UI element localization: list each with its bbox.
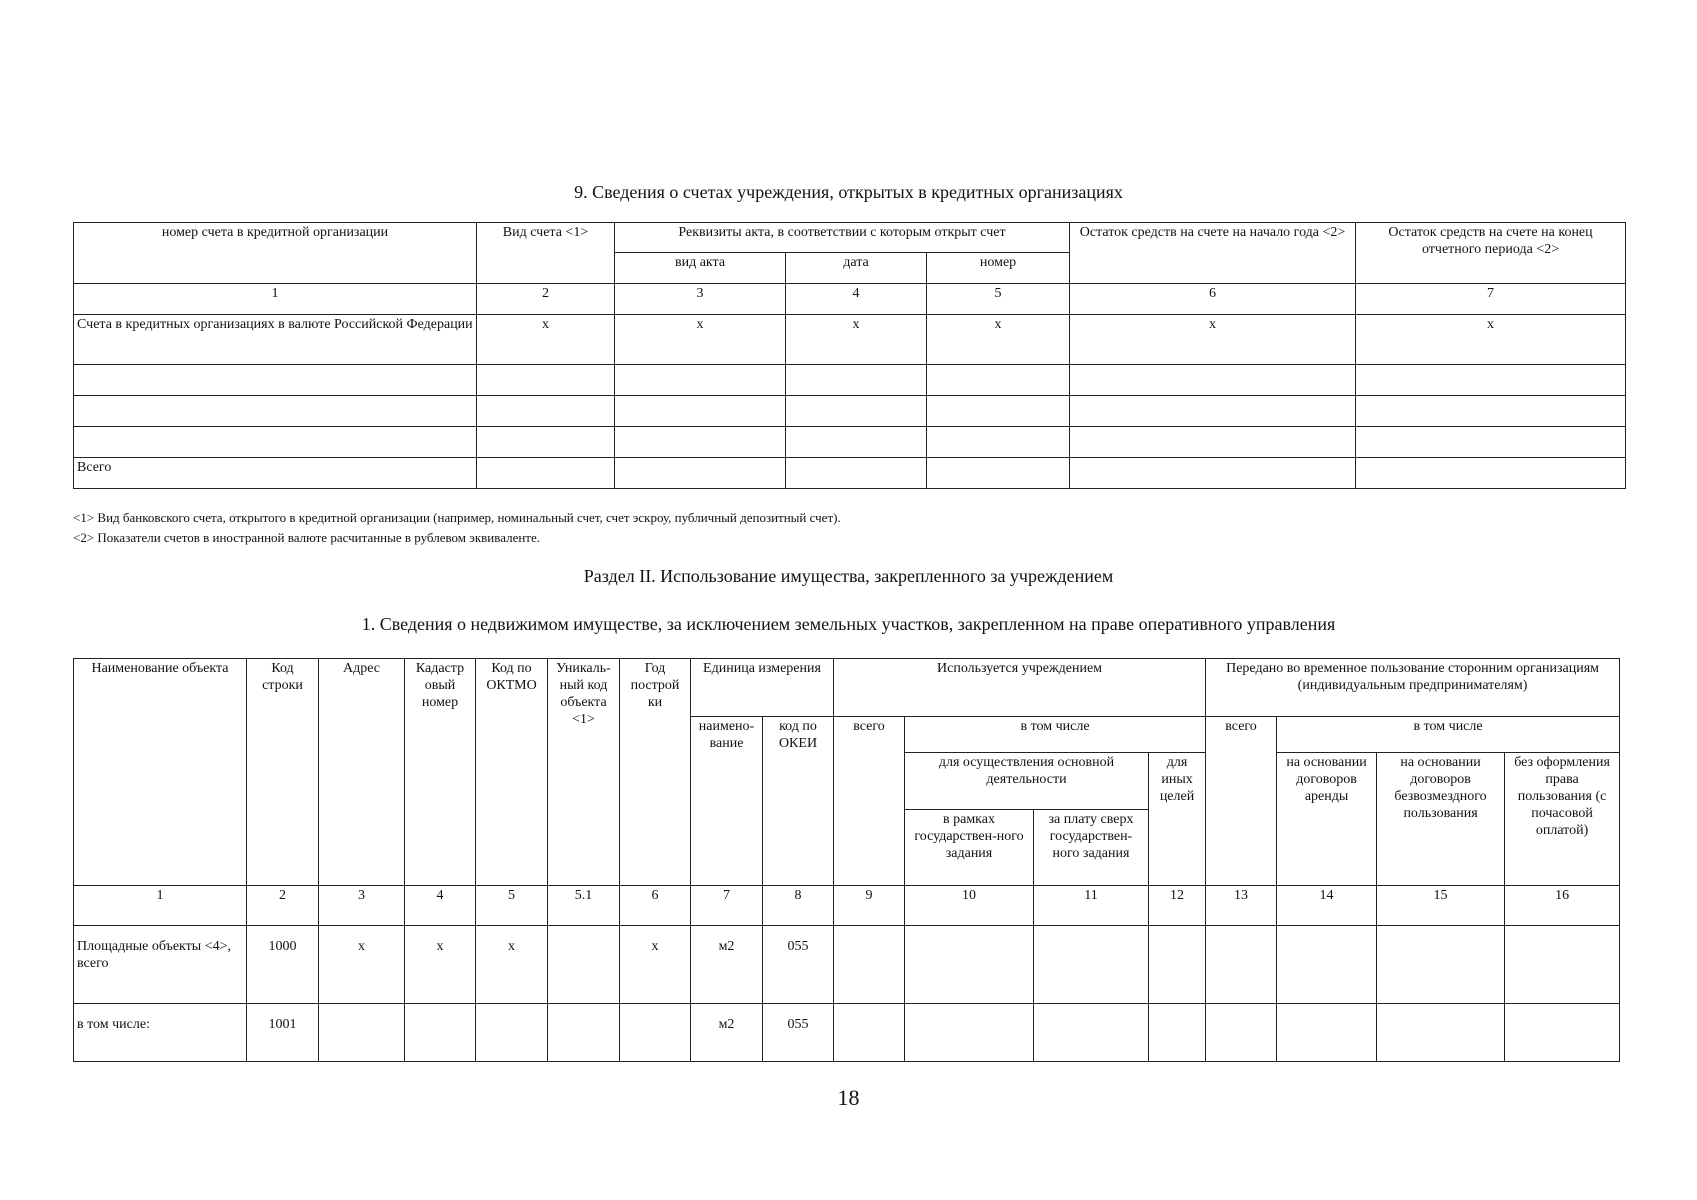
cell: x (786, 315, 927, 365)
row-cadastral: x (405, 926, 476, 1004)
header-row-code: Код строки (247, 659, 319, 886)
row-oktmo: x (476, 926, 548, 1004)
header-used-total: всего (834, 717, 905, 886)
col-number: 16 (1505, 886, 1620, 926)
header-account-number: номер счета в кредитной организации (74, 223, 477, 284)
header-unique-code: Уникаль-ный код объекта <1> (548, 659, 620, 886)
row-unit: м2 (691, 926, 763, 1004)
header-balance-start: Остаток средств на счете на начало года <2> (1070, 223, 1356, 284)
header-state-task: в рамках государствен-ного задания (905, 810, 1034, 886)
col-number: 6 (1070, 284, 1356, 315)
col-number: 5.1 (548, 886, 620, 926)
header-no-right: без оформления права пользования (с почасовой оплатой) (1505, 753, 1620, 886)
header-unit-okei: код по ОКЕИ (763, 717, 834, 886)
table-row (74, 1004, 1620, 1062)
row-okei: 055 (763, 1004, 834, 1062)
header-act-number: номер (927, 253, 1070, 284)
col-number: 4 (405, 886, 476, 926)
column-numbers-row (74, 284, 1626, 315)
header-address: Адрес (319, 659, 405, 886)
header-balance-end: Остаток средств на счете на конец отчетного периода <2> (1356, 223, 1626, 284)
header-free-use: на основании договоров безвозмездного пользования (1377, 753, 1505, 886)
col-number: 10 (905, 886, 1034, 926)
col-number: 7 (691, 886, 763, 926)
row-label: Счета в кредитных организациях в валюте Российской Федерации (74, 315, 477, 365)
table-row (74, 315, 1626, 365)
header-used: Используется учреждением (834, 659, 1206, 717)
col-number: 15 (1377, 886, 1505, 926)
row-name: Площадные объекты <4>, всего (74, 926, 247, 1004)
header-main-activity: для осуществления основной деятельности (905, 753, 1149, 810)
col-number: 7 (1356, 284, 1626, 315)
header-paid-over: за плату сверх государствен-ного задания (1034, 810, 1149, 886)
table-row (74, 926, 1620, 1004)
footnote-1: <1> Вид банковского счета, открытого в кредитной организации (например, номинальный счет, счет эскроу, публичный депозитный счет). (73, 510, 841, 525)
cell: x (615, 315, 786, 365)
row-unique (548, 926, 620, 1004)
col-number: 6 (620, 886, 691, 926)
total-label: Всего (74, 458, 477, 489)
col-number: 12 (1149, 886, 1206, 926)
column-numbers-row (74, 886, 1620, 926)
row-year (620, 1004, 691, 1062)
col-number: 1 (74, 284, 477, 315)
header-oktmo: Код по ОКТМО (476, 659, 548, 886)
col-number: 11 (1034, 886, 1149, 926)
col-number: 13 (1206, 886, 1277, 926)
header-year: Год построй ки (620, 659, 691, 886)
total-row (74, 458, 1626, 489)
col-number: 3 (319, 886, 405, 926)
table-row (74, 427, 1626, 458)
header-cadastral: Кадастр овый номер (405, 659, 476, 886)
cell: x (477, 315, 615, 365)
col-number: 5 (927, 284, 1070, 315)
row-year: x (620, 926, 691, 1004)
cell: x (1356, 315, 1626, 365)
header-act-details: Реквизиты акта, в соответствии с которым открыт счет (615, 223, 1070, 253)
col-number: 5 (476, 886, 548, 926)
row-code: 1001 (247, 1004, 319, 1062)
section2-title: Раздел II. Использование имущества, закрепленного за учреждением (583, 566, 1114, 586)
row-address (319, 1004, 405, 1062)
header-unit: Единица измерения (691, 659, 834, 717)
col-number: 2 (247, 886, 319, 926)
col-number: 4 (786, 284, 927, 315)
section2-subtitle: 1. Сведения о недвижимом имуществе, за исключением земельных участков, закрепленном на праве оперативного управления (361, 614, 1336, 634)
accounts-table (73, 222, 1626, 489)
cell: x (927, 315, 1070, 365)
footnote-2: <2> Показатели счетов в иностранной валюте расчитанные в рублевом эквиваленте. (73, 530, 541, 545)
header-other-purposes: для иных целей (1149, 753, 1206, 886)
header-transferred-total: всего (1206, 717, 1277, 886)
row-address: x (319, 926, 405, 1004)
col-number: 8 (763, 886, 834, 926)
row-okei: 055 (763, 926, 834, 1004)
row-name: в том числе: (74, 1004, 247, 1062)
header-used-incl: в том числе (905, 717, 1206, 753)
table-row (74, 365, 1626, 396)
header-act-type: вид акта (615, 253, 786, 284)
header-lease: на основании договоров аренды (1277, 753, 1377, 886)
col-number: 1 (74, 886, 247, 926)
header-name: Наименование объекта (74, 659, 247, 886)
header-account-type: Вид счета <1> (477, 223, 615, 284)
col-number: 9 (834, 886, 905, 926)
row-cadastral (405, 1004, 476, 1062)
row-unit: м2 (691, 1004, 763, 1062)
cell: x (1070, 315, 1356, 365)
col-number: 14 (1277, 886, 1377, 926)
col-number: 2 (477, 284, 615, 315)
header-act-date: дата (786, 253, 927, 284)
row-oktmo (476, 1004, 548, 1062)
row-code: 1000 (247, 926, 319, 1004)
page-number: 18 (837, 1085, 860, 1110)
header-transferred: Передано во временное пользование сторонним организациям (индивидуальным предпринимателям) (1206, 659, 1620, 717)
section9-title: 9. Сведения о счетах учреждения, открытых в кредитных организациях (574, 182, 1123, 202)
table-row (74, 396, 1626, 427)
header-unit-name: наимено-вание (691, 717, 763, 886)
col-number: 3 (615, 284, 786, 315)
header-transferred-incl: в том числе (1277, 717, 1620, 753)
real-estate-table (73, 658, 1620, 1062)
row-unique (548, 1004, 620, 1062)
